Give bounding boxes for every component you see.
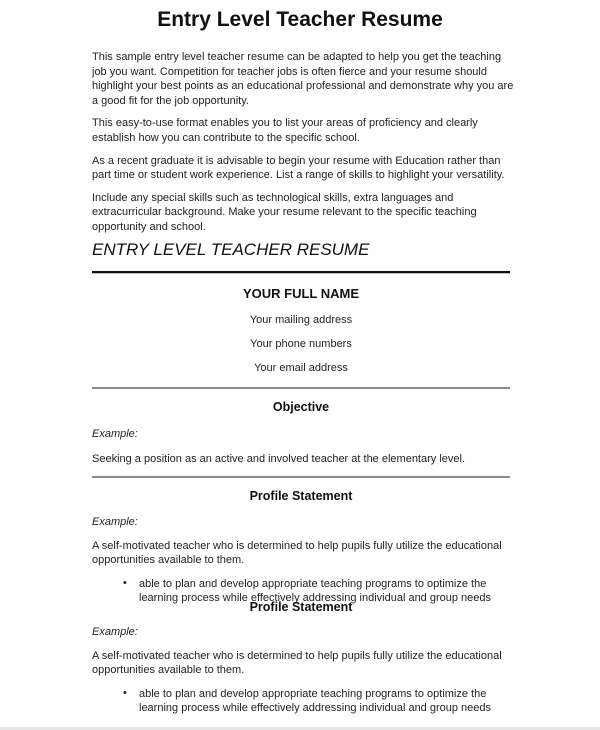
profile-text-line: A self-motivated teacher who is determined to help pupils fully utilize the educational xyxy=(92,650,502,662)
bullet-icon: • xyxy=(123,687,127,699)
mailing-address: Your mailing address xyxy=(249,314,353,326)
text-line: highlight your best points as an educational professional and demonstrate why you are xyxy=(92,80,514,92)
text-line: establish how you can contribute to the specific school. xyxy=(92,131,360,144)
divider xyxy=(92,476,510,478)
profile-heading: Profile Statement xyxy=(249,600,353,614)
email-address: Your email address xyxy=(254,362,348,374)
phone-numbers: Your phone numbers xyxy=(250,338,352,350)
profile-heading: Profile Statement xyxy=(249,489,353,503)
text-line: This sample entry level teacher resume can be adapted to help you get the teaching xyxy=(92,51,502,63)
resume-heading: ENTRY LEVEL TEACHER RESUME xyxy=(92,240,370,259)
bullet-text-line: able to plan and develop appropriate teaching programs to optimize the xyxy=(139,688,487,700)
profile-text-line: opportunities available to them. xyxy=(92,664,245,676)
text-line: job you want. Competition for teacher jobs is often fierce and your resume should xyxy=(92,65,487,78)
profile-example-label: Example: xyxy=(92,516,138,528)
divider-thick xyxy=(92,271,510,274)
bullet-icon: • xyxy=(123,577,127,589)
objective-text: Seeking a position as an active and involved teacher at the elementary level. xyxy=(92,453,466,465)
text-line: a good fit for the job opportunity. xyxy=(92,94,249,107)
text-line: As a recent graduate it is advisable to begin your resume with Education rather than xyxy=(92,154,501,167)
document-title: Entry Level Teacher Resume xyxy=(157,8,443,31)
divider xyxy=(92,387,510,389)
profile-text-line: opportunities available to them. xyxy=(92,554,245,566)
objective-example-label: Example: xyxy=(92,428,138,440)
bullet-text-line: learning process while effectively addressing individual and group needs xyxy=(139,592,492,604)
text-line: extracurricular background. Make your resume relevant to the specific teaching xyxy=(92,206,477,218)
profile-example-label: Example: xyxy=(92,626,138,638)
text-line: opportunity and school. xyxy=(92,220,206,233)
full-name: YOUR FULL NAME xyxy=(242,286,360,301)
objective-heading: Objective xyxy=(272,400,330,414)
bullet-text-line: learning process while effectively addressing individual and group needs xyxy=(139,702,492,714)
bullet-text-line: able to plan and develop appropriate teaching programs to optimize the xyxy=(139,578,487,590)
profile-text-line: A self-motivated teacher who is determined to help pupils fully utilize the educational xyxy=(92,540,502,552)
text-line: Include any special skills such as technological skills, extra languages and xyxy=(92,191,454,204)
text-line: part time or student work experience. List a range of skills to highlight your versatility. xyxy=(92,169,505,181)
text-line: This easy-to-use format enables you to list your areas of proficiency and clearly xyxy=(92,117,478,129)
